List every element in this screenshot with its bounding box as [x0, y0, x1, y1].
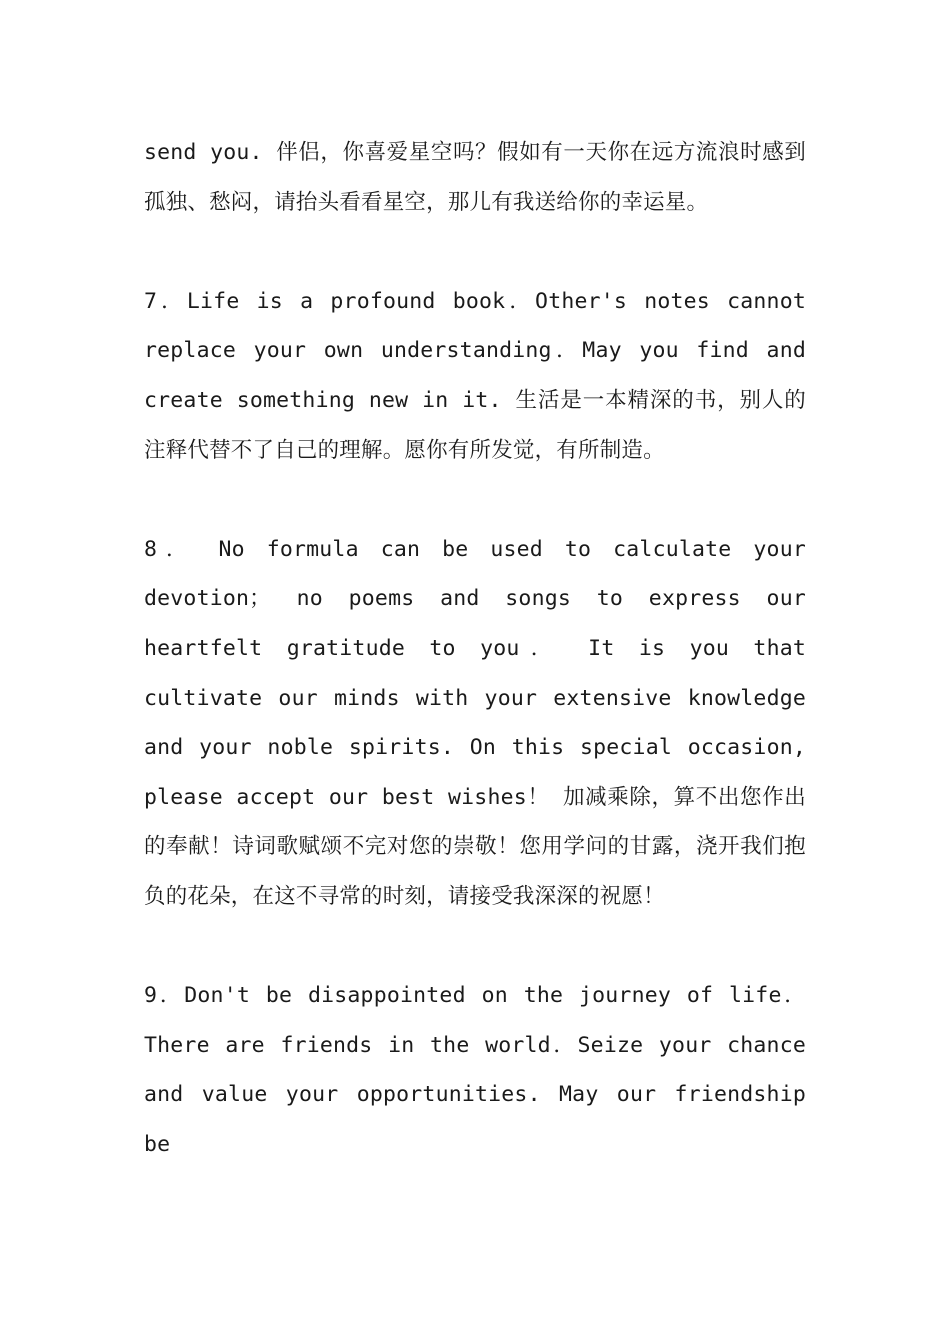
paragraph-gap	[144, 227, 806, 277]
paragraph-item-8: 8． No formula can be used to calculate your devotion； no poems and songs to express our heartfelt gratitude to you． It is you that cultivate our minds with your extensive knowledge and your noble spirits. On this special occasion, please accept our best wishes！ 加减乘除，算不出您作出的奉献！诗词歌赋颂不完对您的崇敬！您用学问的甘露，浇开我们抱负的花朵，在这不寻常的时刻，请接受我深深的祝愿！	[144, 536, 806, 909]
paragraph-item-7: 7．Life is a profound book．Other's notes cannot replace your own understanding．May you find and create something new in it. 生活是一本精深的书，别人的注释代替不了自己的理解。愿你有所发觉，有所制造。	[144, 288, 806, 463]
paragraph-gap	[144, 922, 806, 972]
paragraph-send-you: send you. 伴侣，你喜爱星空吗？假如有一天你在远方流浪时感到孤独、愁闷，请抬头看看星空，那儿有我送给你的幸运星。	[144, 140, 806, 215]
document-page	[144, 128, 806, 1169]
paragraph-item-9: 9．Don't be disappointed on the journey of life． There are friends in the world．Seize your chance and value your opportunities. May our friendship be	[144, 983, 806, 1157]
paragraph-gap	[144, 475, 806, 525]
